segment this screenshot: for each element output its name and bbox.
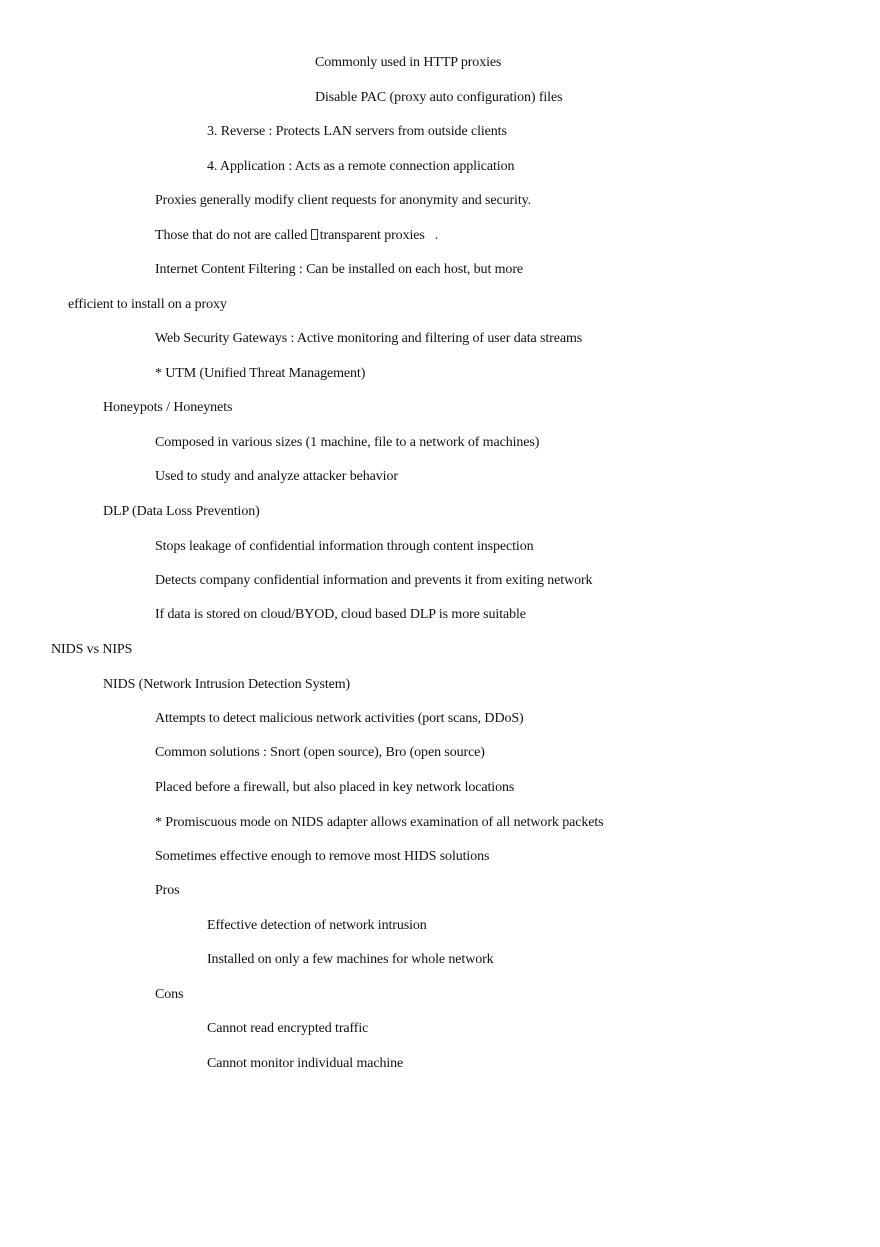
section-heading: DLP (Data Loss Prevention)	[103, 504, 260, 519]
text-line: 3. Reverse : Protects LAN servers from outside clients	[207, 124, 507, 139]
text-line: Common solutions : Snort (open source), Bro (open source)	[155, 745, 485, 760]
text-line: Composed in various sizes (1 machine, file to a network of machines)	[155, 435, 540, 450]
text-line	[155, 227, 438, 245]
text-line: Used to study and analyze attacker behavior	[155, 469, 398, 484]
text-fragment: .	[434, 228, 439, 243]
missing-glyph-icon	[311, 229, 318, 240]
text-line: Attempts to detect malicious network activities (port scans, DDoS)	[155, 711, 524, 726]
section-heading: Pros	[155, 883, 180, 898]
text-line: Disable PAC (proxy auto configuration) files	[315, 90, 563, 105]
text-line: Proxies generally modify client requests for anonymity and security.	[155, 193, 532, 208]
section-heading: NIDS (Network Intrusion Detection System)	[103, 677, 351, 692]
text-line: Cannot read encrypted traffic	[207, 1021, 369, 1036]
section-heading: Honeypots / Honeynets	[103, 400, 233, 415]
text-line: efficient to install on a proxy	[68, 297, 227, 312]
text-line: 4. Application : Acts as a remote connection application	[207, 159, 515, 174]
text-line: Installed on only a few machines for whole network	[207, 952, 494, 967]
text-line: * Promiscuous mode on NIDS adapter allows examination of all network packets	[155, 815, 604, 830]
text-line: Internet Content Filtering : Can be installed on each host, but more	[155, 262, 524, 277]
text-line: Stops leakage of confidential information through content inspection	[155, 539, 534, 554]
section-heading: NIDS vs NIPS	[51, 642, 133, 657]
text-line: Placed before a firewall, but also placed in key network locations	[155, 780, 515, 795]
text-fragment: Those that do not are called	[155, 228, 308, 243]
section-heading: Cons	[155, 987, 184, 1002]
text-line: Detects company confidential information and prevents it from exiting network	[155, 573, 593, 588]
text-line: Commonly used in HTTP proxies	[315, 55, 502, 70]
text-line: * UTM (Unified Threat Management)	[155, 366, 366, 381]
text-line: Sometimes effective enough to remove most HIDS solutions	[155, 849, 490, 864]
text-line: If data is stored on cloud/BYOD, cloud based DLP is more suitable	[155, 607, 526, 622]
text-line: Cannot monitor individual machine	[207, 1056, 404, 1071]
text-line: Effective detection of network intrusion	[207, 918, 427, 933]
text-fragment: transparent proxies	[319, 228, 425, 243]
text-line: Web Security Gateways : Active monitoring and filtering of user data streams	[155, 331, 583, 346]
